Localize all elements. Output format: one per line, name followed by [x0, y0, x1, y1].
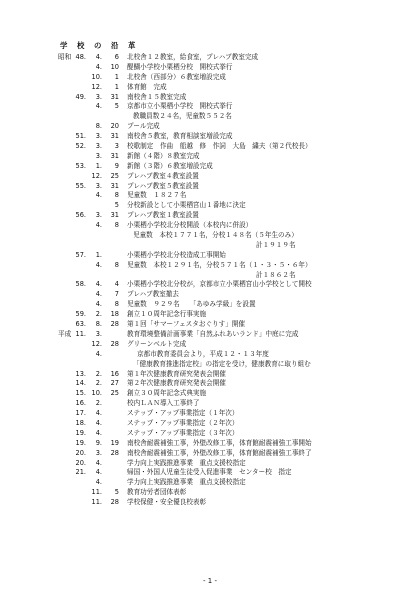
year-label: 13.: [75, 369, 86, 378]
history-row: [0, 83, 420, 93]
month-label: 8.: [95, 122, 102, 131]
day-label: 19: [110, 438, 119, 447]
event-text: 第１年次健康教育研究発表会開催: [127, 369, 226, 378]
day-label: 31: [110, 92, 119, 101]
year-label: 17.: [75, 409, 86, 418]
history-row: [0, 231, 420, 241]
month-label: 4.: [95, 62, 102, 71]
month-label: 9.: [95, 438, 102, 447]
month-label: 3.: [95, 92, 102, 101]
day-label: 7: [114, 290, 119, 299]
year-label: 49.: [75, 92, 86, 101]
day-label: 1: [114, 72, 119, 81]
history-row: [0, 63, 420, 73]
history-row: [0, 310, 420, 320]
day-label: 25: [110, 171, 119, 180]
history-row: [0, 498, 420, 508]
event-text: 児童数 ９２９名 「あゆみ学級」を設置: [127, 300, 256, 309]
event-text: 新館（３階）６教室増設完成: [127, 161, 213, 170]
history-row: [0, 300, 420, 310]
history-row: [0, 488, 420, 498]
month-label: 4.: [95, 53, 102, 61]
history-row: [0, 459, 420, 469]
event-text: 計１８６２名: [256, 270, 296, 279]
history-row: [0, 439, 420, 449]
history-row: [0, 290, 420, 300]
history-row: [0, 429, 420, 439]
history-row: [0, 93, 420, 103]
month-label: 3.: [95, 211, 102, 220]
event-text: 北校舎（西部分）６教室増設完成: [127, 72, 226, 81]
year-label: 19.: [75, 428, 86, 437]
month-label: 11.: [91, 498, 102, 507]
event-text: 計１９１９名: [256, 240, 296, 249]
event-text: 第１回「サマーフェスタおぐりす」開催: [127, 320, 246, 329]
year-label: 58.: [75, 280, 86, 289]
event-text: プール完成: [127, 122, 160, 131]
history-row: [0, 409, 420, 419]
day-label: 27: [110, 379, 119, 388]
day-label: 8: [114, 191, 119, 200]
day-label: 28: [110, 448, 119, 457]
year-label: 11.: [75, 329, 86, 338]
day-label: 6: [114, 53, 119, 61]
event-text: 教職員数２４名，児童数５５２名: [133, 112, 232, 121]
year-label: 21.: [75, 468, 86, 477]
event-text: 「健康教育推進指定校」の指定を受け，健康教育に取り組む: [133, 359, 311, 368]
day-label: 20: [110, 122, 119, 131]
history-row: [0, 340, 420, 350]
history-row: [0, 261, 420, 271]
year-label: 57.: [75, 250, 86, 259]
month-label: 4.: [95, 409, 102, 418]
year-label: 59.: [75, 310, 86, 319]
month-label: 4.: [95, 260, 102, 269]
history-row: [0, 468, 420, 478]
day-label: 3: [114, 142, 119, 151]
year-label: 51.: [75, 132, 86, 141]
history-row: [0, 320, 420, 330]
event-text: 学力向上実践推進事業 重点支援校指定: [127, 478, 246, 487]
title-char: 学: [60, 41, 68, 50]
year-label: 15.: [75, 389, 86, 398]
event-text: プレハブ教室４教室設置: [127, 171, 199, 180]
month-label: 12.: [91, 82, 102, 91]
event-text: 南校舎耐震補強工事，外壁改修工事，体育館耐震補強工事終了: [127, 448, 312, 457]
day-label: 31: [110, 211, 119, 220]
title-char: 革: [128, 41, 136, 50]
era-label: 平成: [58, 329, 72, 338]
month-label: 1.: [95, 161, 102, 170]
event-text: 児童数 本校１２９１名，分校５７１名（１・３・５・６年）: [127, 260, 312, 269]
event-text: 南校舎５教室，教育相談室増設完成: [127, 132, 233, 141]
month-label: 3.: [95, 329, 102, 338]
year-label: 63.: [75, 320, 86, 329]
event-text: 学校保健・安全優良校表彰: [127, 498, 207, 507]
history-row: [0, 102, 420, 112]
month-label: 3.: [95, 132, 102, 141]
history-row: [0, 399, 420, 409]
year-label: 14.: [75, 379, 86, 388]
year-label: 48.: [75, 53, 86, 61]
month-label: 2.: [95, 399, 102, 408]
event-text: 京都市教育委員会より，平成１２・１３年度: [137, 349, 269, 358]
title-char: 沿: [111, 41, 119, 50]
month-label: 4.: [95, 300, 102, 309]
day-label: 8: [114, 300, 119, 309]
history-list: [0, 53, 420, 508]
event-text: 醍醐小学校小栗栖分校 開校式挙行: [127, 62, 233, 71]
month-label: 10.: [91, 72, 102, 81]
history-row: [0, 478, 420, 488]
event-text: 南校舎１５教室完成: [127, 92, 187, 101]
day-label: 18: [110, 310, 119, 319]
year-label: 18.: [75, 418, 86, 427]
month-label: 4.: [95, 468, 102, 477]
event-text: 新館（４階）８教室完成: [127, 151, 200, 160]
day-label: 25: [110, 389, 119, 398]
history-row: [0, 389, 420, 399]
title-char: の: [94, 41, 102, 50]
day-label: 5: [114, 201, 119, 210]
year-label: 55.: [75, 181, 86, 190]
month-label: 4.: [95, 191, 102, 200]
day-label: 16: [110, 369, 119, 378]
event-text: 小栗栖小学校北分校開設（本校内に併設）: [127, 221, 253, 230]
event-text: 南校舎耐震補強工事，外壁改修工事，体育館耐震補強工事開始: [127, 438, 312, 447]
month-label: 4.: [95, 418, 102, 427]
event-text: 校歌制定 作曲 船越 修 作詞 大島 繍夫（第２代校長）: [127, 142, 312, 151]
history-row: [0, 73, 420, 83]
year-label: 19.: [75, 438, 86, 447]
month-label: 4.: [95, 349, 102, 358]
history-row: [0, 53, 420, 63]
event-text: グリーンベルト完成: [127, 339, 187, 348]
history-row: [0, 330, 420, 340]
event-text: ステップ・アップ事業指定（３年次）: [127, 428, 239, 437]
event-text: 小栗栖小学校北分校造成工事開始: [127, 250, 226, 259]
history-row: [0, 221, 420, 231]
event-text: プレハブ教室５教室設置: [127, 181, 199, 190]
day-label: 28: [110, 320, 119, 329]
event-text: 校内ＬＡＮ導入工事終了: [127, 399, 200, 408]
history-row: [0, 162, 420, 172]
history-row: [0, 241, 420, 251]
month-label: 4.: [95, 221, 102, 230]
month-label: 10.: [91, 389, 102, 398]
year-label: 16.: [75, 399, 86, 408]
month-label: 2.: [95, 310, 102, 319]
month-label: 3.: [95, 151, 102, 160]
event-text: 帰国・外国人児童生徒受入促進事業 センター校 指定: [127, 468, 292, 477]
month-label: 4.: [95, 280, 102, 289]
day-label: 31: [110, 181, 119, 190]
history-row: [0, 379, 420, 389]
history-row: [0, 280, 420, 290]
history-row: [0, 360, 420, 370]
event-text: 体育館 完成: [127, 82, 167, 91]
event-text: 児童数 本校１７７１名，分校１４８名（５年生のみ）: [133, 231, 298, 240]
day-label: 8: [114, 260, 119, 269]
history-row: [0, 152, 420, 162]
day-label: 31: [110, 132, 119, 141]
month-label: 4.: [95, 290, 102, 299]
history-row: [0, 142, 420, 152]
day-label: 10: [110, 62, 119, 71]
event-text: 創立３０周年記念式典実施: [127, 389, 207, 398]
day-label: 5: [114, 102, 119, 111]
event-text: 小栗栖小学校北分校が，京都市立小栗栖宮山小学校として開校: [127, 280, 312, 289]
history-row: [0, 201, 420, 211]
history-row: [0, 251, 420, 261]
event-text: 児童数 １８２７名: [127, 191, 187, 200]
year-label: 56.: [75, 211, 86, 220]
history-row: [0, 182, 420, 192]
page-number: - 1 -: [203, 577, 217, 585]
history-row: [0, 191, 420, 201]
event-text: プレハブ教室１教室設置: [127, 211, 199, 220]
event-text: 北校舎１２教室，給食室，プレハブ教室完成: [127, 53, 259, 61]
month-label: 12.: [91, 171, 102, 180]
month-label: 1.: [95, 250, 102, 259]
history-row: [0, 112, 420, 122]
day-label: 5: [114, 488, 119, 497]
event-text: 分校新設として小栗栖宮山１番地に決定: [127, 201, 246, 210]
history-row: [0, 419, 420, 429]
month-label: 11.: [91, 488, 102, 497]
history-row: [0, 132, 420, 142]
history-row: [0, 449, 420, 459]
day-label: 1: [114, 82, 119, 91]
day-label: 8: [114, 221, 119, 230]
day-label: 31: [110, 151, 119, 160]
history-row: [0, 172, 420, 182]
day-label: 4: [114, 280, 119, 289]
history-row: [0, 122, 420, 132]
month-label: 4.: [95, 428, 102, 437]
day-label: 28: [110, 339, 119, 348]
year-label: 53.: [75, 161, 86, 170]
history-row: [0, 211, 420, 221]
event-text: 教育功労者団体表彰: [127, 488, 187, 497]
month-label: 3.: [95, 181, 102, 190]
day-label: 9: [114, 161, 119, 170]
event-text: 創立１０周年記念行事実施: [127, 310, 207, 319]
year-label: 20.: [75, 448, 86, 457]
month-label: 2.: [95, 369, 102, 378]
event-text: 京都市立小栗栖小学校 開校式挙行: [127, 102, 233, 111]
month-label: 12.: [91, 339, 102, 348]
event-text: 教育環境整備計画事業「自然ふれあいランド」中庭に完成: [127, 329, 299, 338]
event-text: プレハブ教室撤去: [127, 290, 180, 299]
month-label: 3.: [95, 142, 102, 151]
event-text: 第２年次健康教育研究発表会開催: [127, 379, 226, 388]
event-text: ステップ・アップ事業指定（２年次）: [127, 418, 239, 427]
title-char: 校: [77, 41, 85, 50]
history-row: [0, 370, 420, 380]
month-label: 8.: [95, 320, 102, 329]
history-row: [0, 350, 420, 360]
year-label: 52.: [75, 142, 86, 151]
history-row: [0, 271, 420, 281]
day-label: 28: [110, 498, 119, 507]
month-label: 4.: [95, 458, 102, 467]
event-text: ステップ・アップ事業指定（１年次）: [127, 409, 239, 418]
month-label: 4.: [95, 478, 102, 487]
event-text: 学力向上実践推進事業 重点支援校指定: [127, 458, 246, 467]
year-label: 20.: [75, 458, 86, 467]
month-label: 3.: [95, 448, 102, 457]
era-label: 昭和: [58, 53, 72, 61]
month-label: 2.: [95, 379, 102, 388]
month-label: 4.: [95, 102, 102, 111]
